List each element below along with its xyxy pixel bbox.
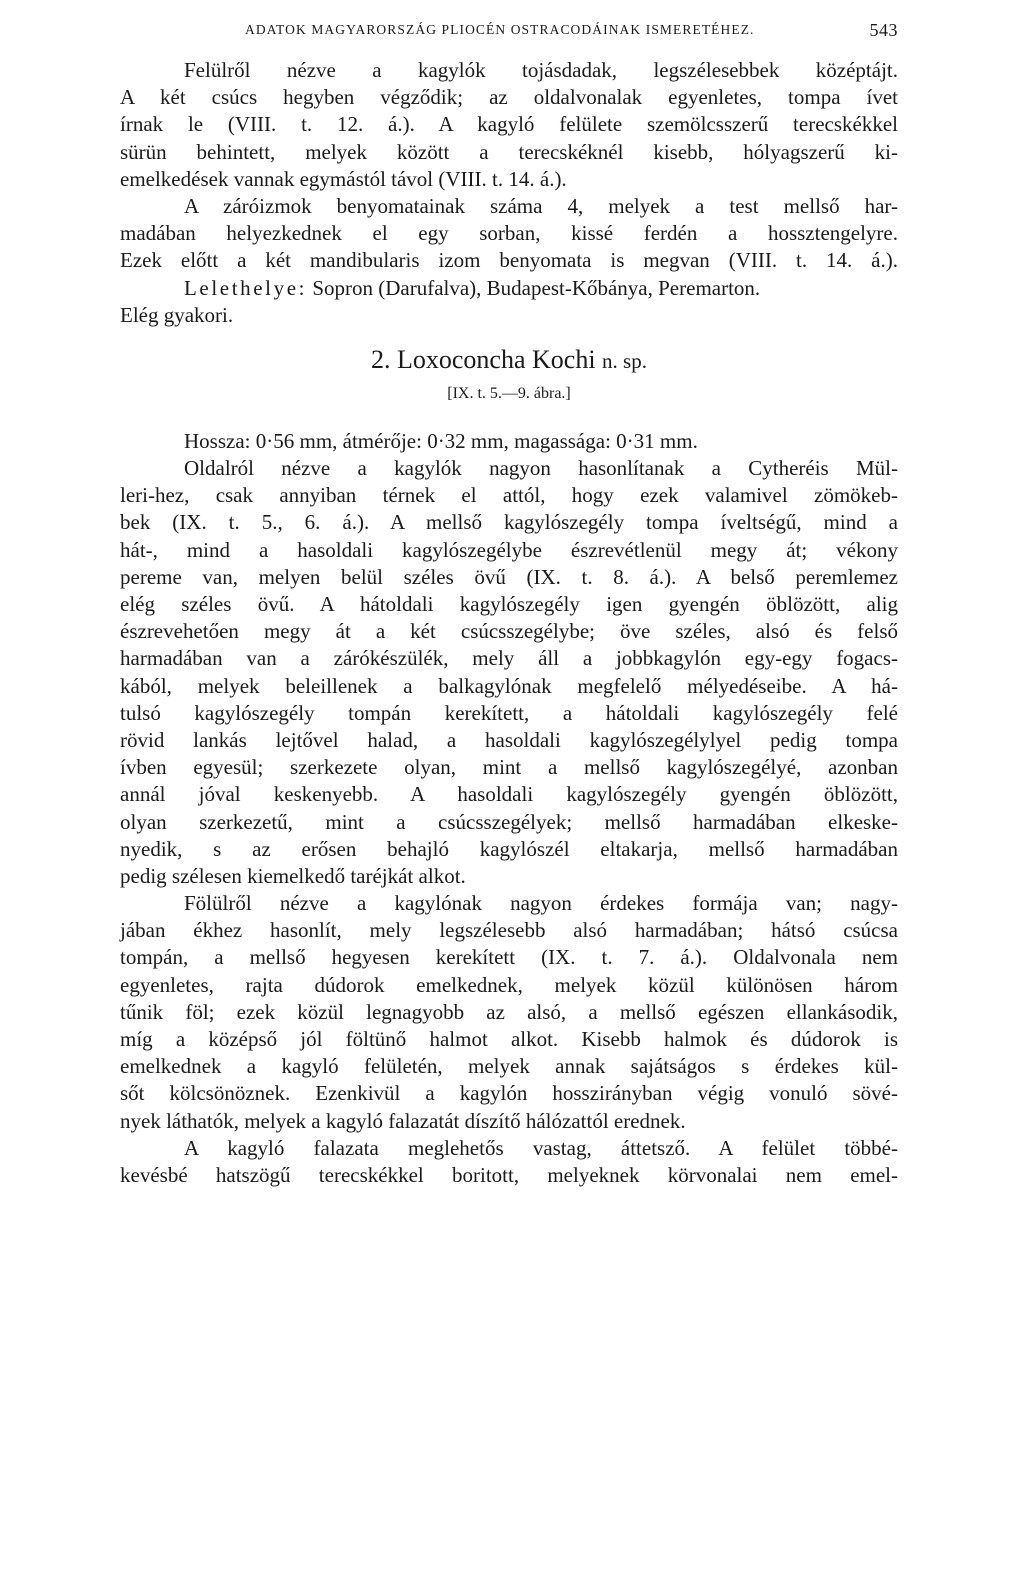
locality-label: Lelethelye: bbox=[184, 275, 308, 300]
text-line: bek (IX. t. 5., 6. á.). A mellső kagylószegély tompa íveltségű, mind a bbox=[120, 510, 898, 535]
text-line: A két csúcs hegyben végződik; az oldalvonalak egyenletes, tompa ívet bbox=[120, 85, 898, 110]
text-line: nyek láthatók, melyek a kagyló falazatát díszítő hálózattól erednek. bbox=[120, 1108, 686, 1133]
text-line: tűnik föl; ezek közül legnagyobb az alsó, a mellső egészen ellankásodik, bbox=[120, 999, 898, 1024]
text-line: kevésbé hatszögű terecskékkel boritott, melyeknek körvonalai nem emel- bbox=[120, 1162, 898, 1187]
paragraph-muscle-scars bbox=[120, 193, 898, 275]
text-line: egyenletes, rajta dúdorok emelkednek, melyek közül különösen három bbox=[120, 972, 898, 997]
page-number: 543 bbox=[869, 20, 898, 40]
text-line: nyedik, s az erősen behajló kagylószél eltakarja, mellső harmadában bbox=[120, 836, 898, 861]
measurements-line: Hossza: 0·56 mm, átmérője: 0·32 mm, magassága: 0·31 mm. bbox=[184, 428, 698, 453]
book-page bbox=[120, 20, 898, 1189]
text-line: emelkedések vannak egymástól távol (VIII. t. 14. á.). bbox=[120, 166, 567, 191]
text-line: pedig szélesen kiemelkedő taréjkát alkot. bbox=[120, 863, 466, 888]
text-line: Felülről nézve a kagylók tojásdadak, legszélesebbek középtájt. bbox=[184, 58, 898, 82]
text-line: kából, melyek beleillenek a balkagylónak megfelelő mélyedéseibe. A há- bbox=[120, 673, 898, 698]
paragraph-top-shape bbox=[120, 890, 898, 1135]
text-line: Oldalról nézve a kagylók nagyon hasonlítanak a Cytheréis Mül- bbox=[184, 456, 898, 481]
locality-line bbox=[120, 275, 898, 302]
text-line: A záróizmok benyomatainak száma 4, melyek a test mellső har- bbox=[184, 193, 898, 218]
body-text bbox=[120, 57, 898, 1189]
species-number: 2. bbox=[371, 344, 391, 374]
text-line: Fölülről nézve a kagylónak nagyon érdekes formája van; nagy- bbox=[184, 891, 898, 916]
paragraph-locality bbox=[120, 275, 898, 329]
plate-reference: [IX. t. 5.—9. ábra.] bbox=[447, 384, 571, 402]
text-line: jában ékhez hasonlít, mely legszélesebb alsó harmadában; hátsó csúcsa bbox=[120, 918, 898, 943]
running-head bbox=[120, 20, 898, 44]
paragraph-shell-wall bbox=[120, 1135, 898, 1189]
paragraph-measurements bbox=[120, 428, 898, 455]
text-line: hát-, mind a hasoldali kagylószegélybe észrevétlenül megy át; vékony bbox=[120, 537, 898, 562]
text-line: A kagyló falazata meglehetős vastag, áttetsző. A felület többé- bbox=[184, 1135, 898, 1160]
text-line: olyan szerkezetű, mint a csúcsszegélyek; mellső harmadában elkeske- bbox=[120, 809, 898, 834]
text-line: míg a középső jól föltünő halmot alkot. Kisebb halmok és dúdorok is bbox=[120, 1027, 898, 1051]
text-line: írnak le (VIII. t. 12. á.). A kagyló felülete szemölcsszerű terecskékkel bbox=[120, 112, 898, 137]
species-name: Loxoconcha Kochi bbox=[397, 344, 596, 374]
text-line: harmadában van a zárókészülék, mely áll a jobbkagylón egy-egy fogacs- bbox=[120, 646, 898, 671]
species-suffix: n. sp. bbox=[602, 348, 647, 373]
text-line: rövid lankás lejtővel halad, a hasoldali kagylószegélylyel pedig tompa bbox=[120, 727, 898, 752]
frequency-line: Elég gyakori. bbox=[120, 302, 234, 327]
paragraph-top-view bbox=[120, 57, 898, 193]
paragraph-side-view bbox=[120, 455, 898, 890]
species-heading bbox=[120, 343, 898, 377]
text-line: Ezek előtt a két mandibularis izom benyomata is megvan (VIII. t. 14. á.). bbox=[120, 248, 898, 273]
running-title: ADATOK MAGYARORSZÁG PLIOCÉN OSTRACODÁINAK ISMERETÉHEZ. bbox=[245, 22, 755, 37]
text-line: észrevehetően megy át a két csúcsszegélybe; öve széles, alsó és felső bbox=[120, 619, 898, 644]
text-line: sőt kölcsönöznek. Ezenkivül a kagylón hosszirányban végig vonuló sövé- bbox=[120, 1081, 898, 1106]
locality-text: Sopron (Darufalva), Budapest-Kőbánya, Peremarton. bbox=[307, 275, 761, 300]
text-line: emelkednek a kagyló felületén, melyek annak sajátságos s érdekes kül- bbox=[120, 1054, 898, 1079]
text-line: annál jóval keskenyebb. A hasoldali kagylószegély gyengén öblözött, bbox=[120, 782, 898, 807]
text-line: leri-hez, csak annyiban térnek el attól, hogy ezek valamivel zömökeb- bbox=[120, 483, 898, 508]
text-line: sürün behintett, melyek között a terecskéknél kisebb, hólyagszerű ki- bbox=[120, 139, 898, 164]
text-line: tulsó kagylószegély tompán kerekített, a hátoldali kagylószegély felé bbox=[120, 700, 898, 725]
text-line: pereme van, melyen belül széles övű (IX. t. 8. á.). A belső peremlemez bbox=[120, 564, 898, 589]
text-line: tompán, a mellső hegyesen kerekített (IX. t. 7. á.). Oldalvonala nem bbox=[120, 945, 898, 970]
text-line: elég széles övű. A hátoldali kagylószegély igen gyengén öblözött, alig bbox=[120, 592, 898, 616]
text-line: madában helyezkednek el egy sorban, kissé ferdén a hossztengelyre. bbox=[120, 221, 898, 246]
text-line: ívben egyesül; szerkezete olyan, mint a mellső kagylószegélyé, azonban bbox=[120, 755, 898, 780]
